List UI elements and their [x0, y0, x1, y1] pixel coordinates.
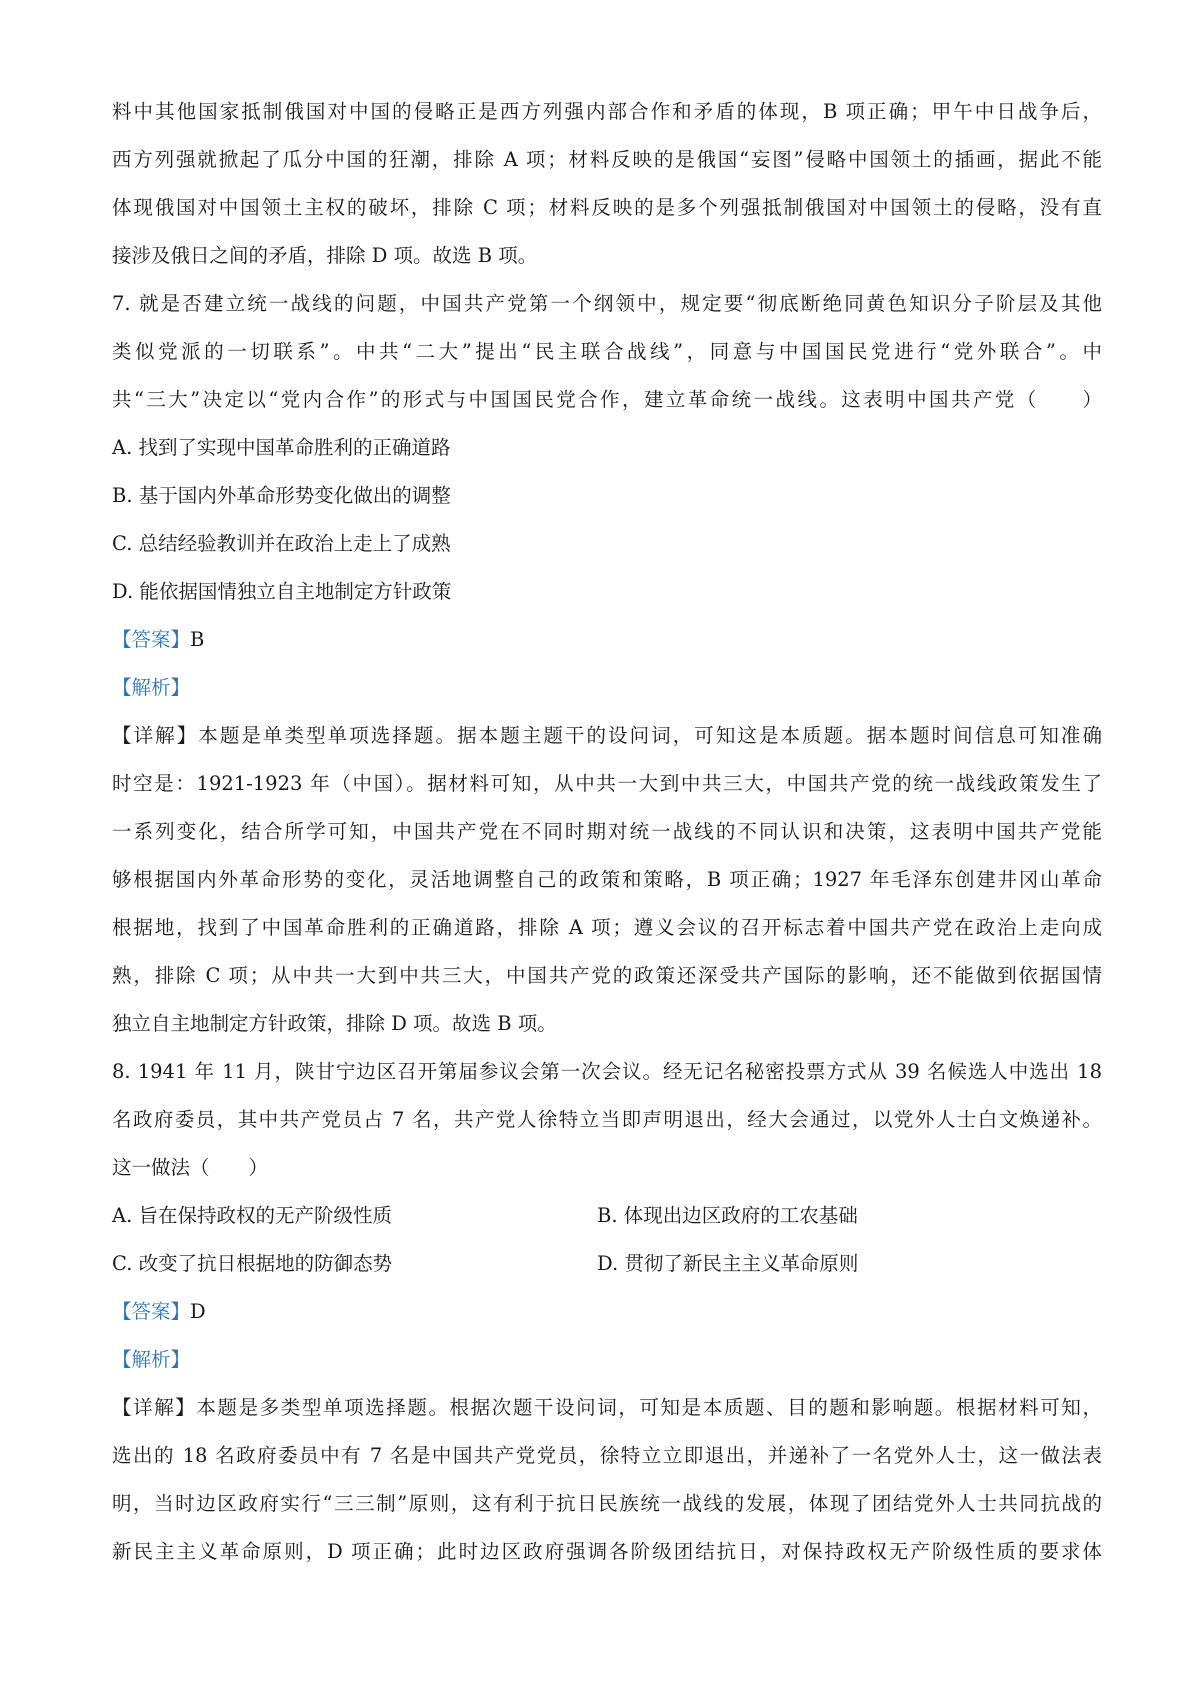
q8-options-row: [112, 1192, 1102, 1240]
q8-answer: [112, 1288, 1102, 1336]
q7-detail-line: 独立自主地制定方针政策，排除 D 项。故选 B 项。: [112, 1012, 557, 1035]
q7-stem-line: 类似党派的一切联系”。中共“二大”提出“民主联合战线”，同意与中国国民党进行“党外联合”。中: [112, 340, 1102, 363]
document-page: [112, 88, 1102, 1576]
answer-tag: 【答案】: [112, 628, 191, 651]
q7-stem-line: 共“三大”决定以“党内合作”的形式与中国国民党合作，建立革命统一战线。这表明中国共产党（ ）: [112, 388, 1102, 411]
q6-analysis-line: 料中其他国家抵制俄国对中国的侵略正是西方列强内部合作和矛盾的体现，B 项正确；甲午中日战争后，: [112, 100, 1102, 123]
q7-detail-line: 根据地，找到了中国革命胜利的正确道路，排除 A 项；遵义会议的召开标志着中国共产党在政治上走向成: [112, 916, 1102, 939]
q6-analysis-line: 西方列强就掀起了瓜分中国的狂潮，排除 A 项；材料反映的是俄国“妄图”侵略中国领土的插画，据此不能: [112, 148, 1102, 171]
q8-stem-line: 8. 1941 年 11 月，陕甘宁边区召开第届参议会第一次会议。经无记名秘密投票方式从 39 名候选人中选出 18: [112, 1060, 1102, 1083]
detail-tag: 【详解】: [112, 724, 199, 747]
q7-option-a: A. 找到了实现中国革命胜利的正确道路: [112, 436, 451, 459]
q7-detail-line: 时空是：1921-1923 年（中国）。据材料可知，从中共一大到中共三大，中国共产党的统一战线政策发生了: [112, 772, 1102, 795]
q8-detail-line: 明，当时边区政府实行“三三制”原则，这有利于抗日民族统一战线的发展，体现了团结党外人士共同抗战的: [112, 1492, 1102, 1515]
q8-options-row: [112, 1240, 1102, 1288]
q8-option-c: C. 改变了抗日根据地的防御态势: [112, 1252, 393, 1275]
q7-detail-line: [112, 712, 1102, 760]
q6-analysis-line: 接涉及俄日之间的矛盾，排除 D 项。故选 B 项。: [112, 244, 538, 267]
q8-stem-line: 这一做法（ ）: [112, 1156, 269, 1179]
detail-text: 本题是单类型单项选择题。据本题主题干的设问词，可知这是本质题。据本题时间信息可知准确: [198, 724, 1102, 747]
q8-option-d: D. 贯彻了新民主主义革命原则: [597, 1252, 859, 1275]
q8-detail-line: [112, 1384, 1102, 1432]
q8-option-b: B. 体现出边区政府的工农基础: [597, 1204, 858, 1227]
detail-text: 本题是多类型单项选择题。根据次题干设问词，可知是本质题、目的题和影响题。根据材料可知，: [196, 1396, 1102, 1419]
q8-detail-line: 选出的 18 名政府委员中有 7 名是中国共产党党员，徐特立立即退出，并递补了一名党外人士，这一做法表: [112, 1444, 1102, 1467]
answer-tag: 【答案】: [112, 1300, 191, 1323]
q8-detail-line: 新民主主义革命原则，D 项正确；此时边区政府强调各阶级团结抗日，对保持政权无产阶级性质的要求体: [112, 1540, 1102, 1563]
q7-stem-line: 7. 就是否建立统一战线的问题，中国共产党第一个纲领中，规定要“彻底断绝同黄色知识分子阶层及其他: [112, 292, 1102, 315]
analysis-tag: 【解析】: [112, 1348, 191, 1371]
q7-detail-line: 够根据国内外革命形势的变化，灵活地调整自己的政策和策略，B 项正确；1927 年毛泽东创建井冈山革命: [112, 868, 1102, 891]
q7-answer: [112, 616, 1102, 664]
answer-value: D: [190, 1300, 206, 1323]
q7-detail-line: 熟，排除 C 项；从中共一大到中共三大，中国共产党的政策还深受共产国际的影响，还不能做到依据国情: [112, 964, 1102, 987]
q8-option-a: A. 旨在保持政权的无产阶级性质: [112, 1204, 392, 1227]
q8-analysis-heading: [112, 1336, 1102, 1384]
q7-detail-line: 一系列变化，结合所学可知，中国共产党在不同时期对统一战线的不同认识和决策，这表明中国共产党能: [112, 820, 1102, 843]
q8-stem-line: 名政府委员，其中共产党员占 7 名，共产党人徐特立当即声明退出，经大会通过，以党外人士白文焕递补。: [112, 1108, 1102, 1131]
q7-option-b: B. 基于国内外革命形势变化做出的调整: [112, 484, 451, 507]
analysis-tag: 【解析】: [112, 676, 191, 699]
q7-option-c: C. 总结经验教训并在政治上走上了成熟: [112, 532, 451, 555]
answer-value: B: [190, 628, 205, 651]
q7-analysis-heading: [112, 664, 1102, 712]
q7-option-d: D. 能依据国情独立自主地制定方针政策: [112, 580, 452, 603]
detail-tag: 【详解】: [112, 1396, 197, 1419]
q6-analysis-line: 体现俄国对中国领土主权的破坏，排除 C 项；材料反映的是多个列强抵制俄国对中国领土的侵略，没有直: [112, 196, 1102, 219]
